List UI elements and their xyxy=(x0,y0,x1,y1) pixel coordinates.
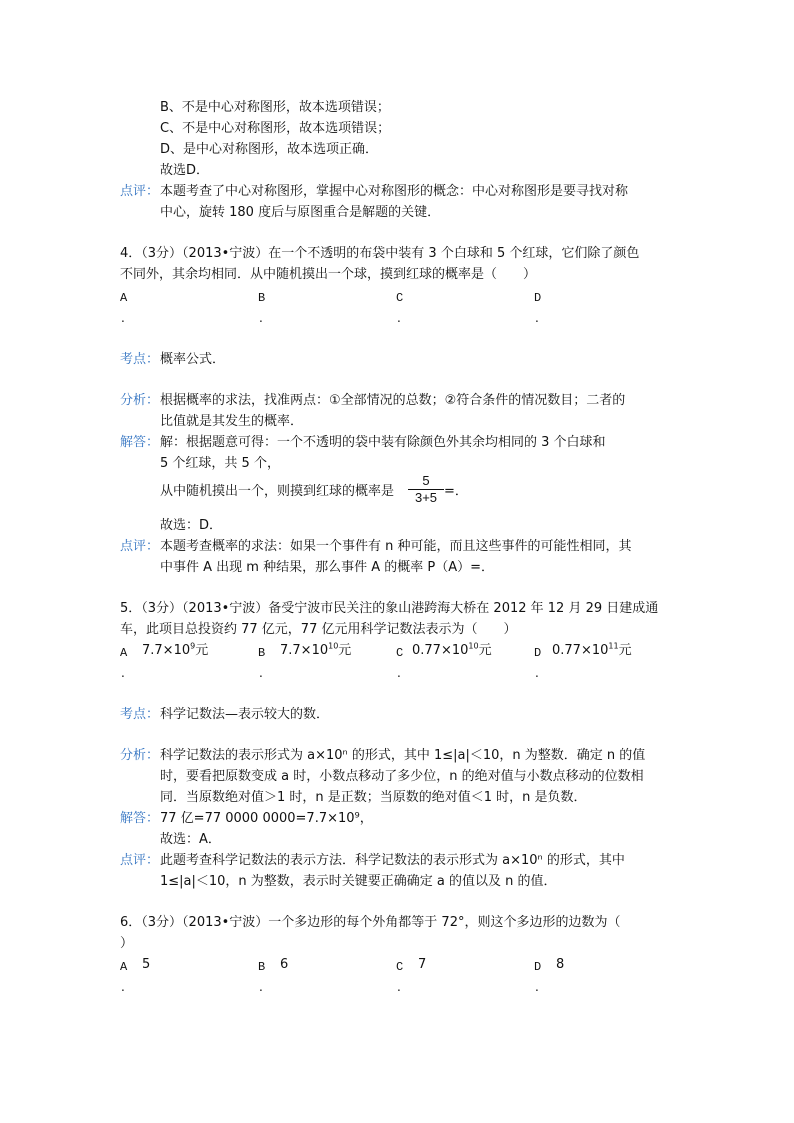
q5-stem-line-2: 车，此项目总投资约 77 亿元，77 亿元用科学记数法表示为（ ） xyxy=(120,622,517,637)
q6-option-b-letter: B xyxy=(258,960,266,974)
q4-option-c-letter: C xyxy=(396,291,404,305)
q5-option-c-exp: 10 xyxy=(468,641,479,651)
q4-analysis-line-2: 比值就是其发生的概率． xyxy=(160,414,304,429)
q4-comment-line-2: 中事件 A 出现 m 种结果，那么事件 A 的概率 P（A）=． xyxy=(160,560,495,575)
q5-option-d-base: 0.77×10 xyxy=(552,643,609,658)
q4-stem-line-2: 不同外，其余均相同．从中随机摸出一个球，摸到红球的概率是（ ） xyxy=(120,267,537,282)
q6-option-d-dot: . xyxy=(535,980,539,994)
q5-option-c-letter: C xyxy=(396,646,404,660)
q5-stem-line-1: 5．（3分）（2013•宁波）备受宁波市民关注的象山港跨海大桥在 2012 年 12 月 29 日建成通 xyxy=(120,601,659,616)
q5-option-d-dot: . xyxy=(535,666,539,680)
q6-option-d-text: 8 xyxy=(556,957,565,972)
q6-option-b-dot: . xyxy=(259,980,263,994)
q6-option-a-letter: A xyxy=(120,960,128,974)
q3-option-d-line: D、是中心对称图形，故本选项正确． xyxy=(160,142,379,157)
q3-choice-line: 故选D． xyxy=(160,163,210,178)
q5-comment-line-2: 1≤|a|＜10，n 为整数，表示时关键要正确确定 a 的值以及 n 的值． xyxy=(160,874,557,889)
q5-option-c-base: 0.77×10 xyxy=(412,643,469,658)
q5-answer-line-2: 故选：A． xyxy=(160,832,221,847)
q6-option-b-text: 6 xyxy=(280,957,289,972)
q4-option-c-dot: . xyxy=(397,311,401,325)
q4-answer-choice: 故选：D． xyxy=(160,518,223,533)
q6-option-d-letter: D xyxy=(534,960,542,974)
q5-option-b-base: 7.7×10 xyxy=(280,643,329,658)
q4-option-b-letter: B xyxy=(258,291,266,305)
q5-option-a-dot: . xyxy=(121,666,125,680)
q5-option-a-unit: 元 xyxy=(195,643,209,658)
q5-analysis-line-2: 时，要看把原数变成 a 时，小数点移动了多少位，n 的绝对值与小数点移动的位数相 xyxy=(160,769,644,784)
q5-option-c-unit: 元 xyxy=(478,643,492,658)
q4-option-d-dot: . xyxy=(535,311,539,325)
q4-answer-label: 解答： xyxy=(120,435,160,450)
q4-answer-prob-suffix: =． xyxy=(444,484,468,499)
q6-option-c-text: 7 xyxy=(418,957,427,972)
q5-option-d-unit: 元 xyxy=(618,643,632,658)
q5-analysis-line-1: 科学记数法的表示形式为 a×10ⁿ 的形式，其中 1≤|a|＜10，n 为整数．确定 n 的值 xyxy=(160,748,646,763)
q4-analysis-line-1: 根据概率的求法，找准两点：①全部情况的总数；②符合条件的情况数目；二者的 xyxy=(160,393,626,408)
q6-stem-line-1: 6．（3分）（2013•宁波）一个多边形的每个外角都等于 72°，则这个多边形的边数为（ xyxy=(120,915,621,930)
q5-option-c-text xyxy=(412,641,492,661)
q5-option-b-dot: . xyxy=(259,666,263,680)
q4-option-a-letter: A xyxy=(120,291,128,305)
q5-answer-label: 解答： xyxy=(120,811,160,826)
q5-answer-line-1: 77 亿=77 0000 0000=7.7×10⁹， xyxy=(160,811,373,826)
q5-option-b-text xyxy=(280,641,351,661)
q3-comment-line-2: 中心，旋转 180 度后与原图重合是解题的关键． xyxy=(160,205,441,220)
q5-point-text: 科学记数法—表示较大的数． xyxy=(160,707,330,722)
q6-option-c-letter: C xyxy=(396,960,404,974)
q5-option-d-exp: 11 xyxy=(608,641,619,651)
q5-option-c-dot: . xyxy=(397,666,401,680)
q4-analysis-label: 分析： xyxy=(120,393,160,408)
q5-option-b-letter: B xyxy=(258,646,266,660)
q5-option-a-letter: A xyxy=(120,646,128,660)
q4-fraction-denominator: 3+5 xyxy=(414,490,438,505)
q4-answer-line-2: 5 个红球，共 5 个， xyxy=(160,456,280,471)
q6-option-a-text: 5 xyxy=(142,957,151,972)
q3-option-b-line: B、不是中心对称图形，故本选项错误； xyxy=(160,100,390,115)
q4-comment-line-1: 本题考查概率的求法：如果一个事件有 n 种可能，而且这些事件的可能性相同，其 xyxy=(160,539,632,554)
q5-option-b-unit: 元 xyxy=(338,643,352,658)
q4-answer-prob-prefix: 从中随机摸出一个，则摸到红球的概率是 xyxy=(160,484,395,499)
q4-answer-line-1: 解：根据题意可得：一个不透明的袋中装有除颜色外其余均相同的 3 个白球和 xyxy=(160,435,606,450)
q3-comment-line-1: 本题考查了中心对称图形，掌握中心对称图形的概念：中心对称图形是要寻找对称 xyxy=(160,184,629,199)
q5-option-a-text xyxy=(142,641,208,661)
q5-point-label: 考点： xyxy=(120,707,160,722)
q6-option-a-dot: . xyxy=(121,980,125,994)
q5-option-b-exp: 10 xyxy=(328,641,339,651)
q3-option-c-line: C、不是中心对称图形，故本选项错误； xyxy=(160,121,391,136)
q6-option-c-dot: . xyxy=(397,980,401,994)
q4-point-label: 考点： xyxy=(120,352,160,367)
q4-point-text: 概率公式． xyxy=(160,352,226,367)
q5-analysis-line-3: 同．当原数绝对值＞1 时，n 是正数；当原数的绝对值＜1 时，n 是负数． xyxy=(160,790,587,805)
q5-option-d-text xyxy=(552,641,632,661)
q5-comment-line-1: 此题考查科学记数法的表示方法．科学记数法的表示形式为 a×10ⁿ 的形式，其中 xyxy=(160,853,625,868)
q4-comment-label: 点评： xyxy=(120,539,160,554)
q4-option-a-dot: . xyxy=(121,311,125,325)
q4-fraction-numerator: 5 xyxy=(422,473,430,488)
q5-comment-label: 点评： xyxy=(120,853,160,868)
q5-analysis-label: 分析： xyxy=(120,748,160,763)
q6-stem-line-2: ） xyxy=(120,936,134,951)
q4-option-d-letter: D xyxy=(534,291,542,305)
q4-option-b-dot: . xyxy=(259,311,263,325)
q4-probability-fraction xyxy=(408,474,444,505)
q3-comment-label: 点评： xyxy=(120,184,160,199)
q5-option-d-letter: D xyxy=(534,646,542,660)
q4-stem-line-1: 4．（3分）（2013•宁波）在一个不透明的布袋中装有 3 个白球和 5 个红球，它们除了颜色 xyxy=(120,246,640,261)
q5-option-a-base: 7.7×10 xyxy=(142,643,191,658)
q5-option-a-exp: 9 xyxy=(190,641,196,651)
